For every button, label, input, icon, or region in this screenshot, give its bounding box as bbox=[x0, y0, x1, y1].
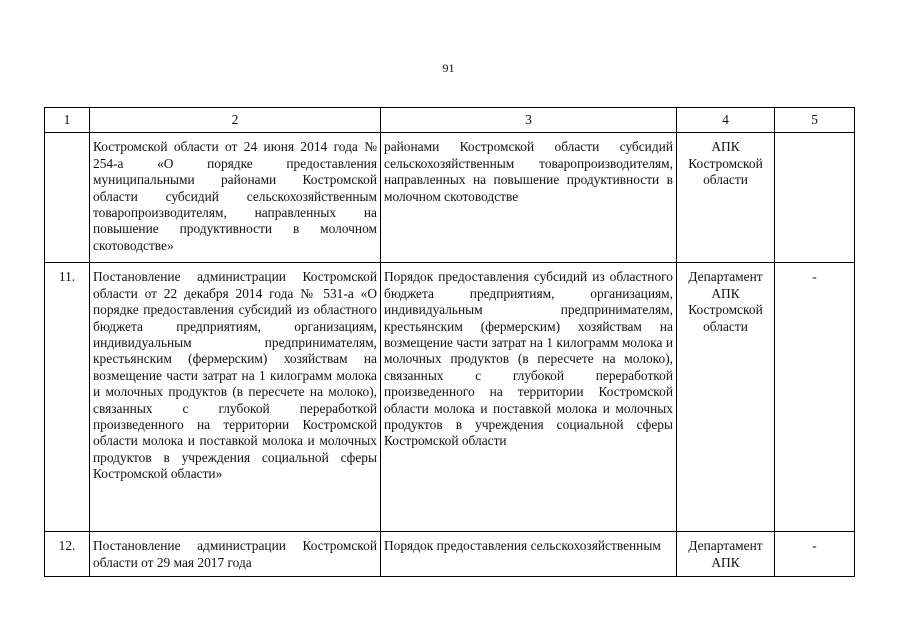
table-row bbox=[45, 133, 855, 263]
page-number: 91 bbox=[442, 61, 455, 75]
table-row bbox=[45, 263, 855, 532]
document-table bbox=[44, 107, 855, 577]
responsible-body-cell: Департамент АПК Костромской области bbox=[677, 263, 775, 532]
note-cell: - bbox=[775, 263, 855, 532]
row-number-cell bbox=[45, 133, 90, 263]
procedure-cell: Порядок предоставления сельскохозяйственным bbox=[381, 532, 677, 577]
row-number-cell: 12. bbox=[45, 532, 90, 577]
header-cell-3: 3 bbox=[381, 108, 677, 133]
document-title-cell: Костромской области от 24 июня 2014 года № 254-а «О порядке предоставления муниципальными районами Костромской области субсидий сельскохозяйственным товаропроизводителям, направленных на повышение продуктивности в молочном скотоводстве» bbox=[90, 133, 381, 263]
procedure-cell: районами Костромской области субсидий сельскохозяйственным товаропроизводителям, направленных на повышение продуктивности в молочном скотоводстве bbox=[381, 133, 677, 263]
note-cell bbox=[775, 133, 855, 263]
responsible-body-cell: Департамент АПК bbox=[677, 532, 775, 577]
document-title-cell: Постановление администрации Костромской области от 29 мая 2017 года bbox=[90, 532, 381, 577]
row-number-cell: 11. bbox=[45, 263, 90, 532]
header-cell-1: 1 bbox=[45, 108, 90, 133]
note-cell: - bbox=[775, 532, 855, 577]
procedure-cell: Порядок предоставления субсидий из областного бюджета предприятиям, организациям, индивидуальным предпринимателям, крестьянским (фермерским) хозяйствам на возмещение части затрат на 1 килограмм молока и молочных продуктов (в пересчете на молоко), связанных с глубокой переработкой произведенного на территории Костромской области молока и поставкой молока и молочных продуктов в учреждения социальной сферы Костромской области bbox=[381, 263, 677, 532]
table-row bbox=[45, 532, 855, 577]
header-cell-5: 5 bbox=[775, 108, 855, 133]
header-cell-2: 2 bbox=[90, 108, 381, 133]
header-cell-4: 4 bbox=[677, 108, 775, 133]
table-header-row bbox=[45, 108, 855, 133]
responsible-body-cell: АПК Костромской области bbox=[677, 133, 775, 263]
document-title-cell: Постановление администрации Костромской области от 22 декабря 2014 года № 531-а «О порядке предоставления субсидий из областного бюджета предприятиям, организациям, индивидуальным предпринимателям, крестьянским (фермерским) хозяйствам на возмещение части затрат на 1 килограмм молока и молочных продуктов (в пересчете на молоко), связанных с глубокой переработкой произведенного на территории Костромской области молока и поставкой молока и молочных продуктов в учреждения социальной сферы Костромской области» bbox=[90, 263, 381, 532]
